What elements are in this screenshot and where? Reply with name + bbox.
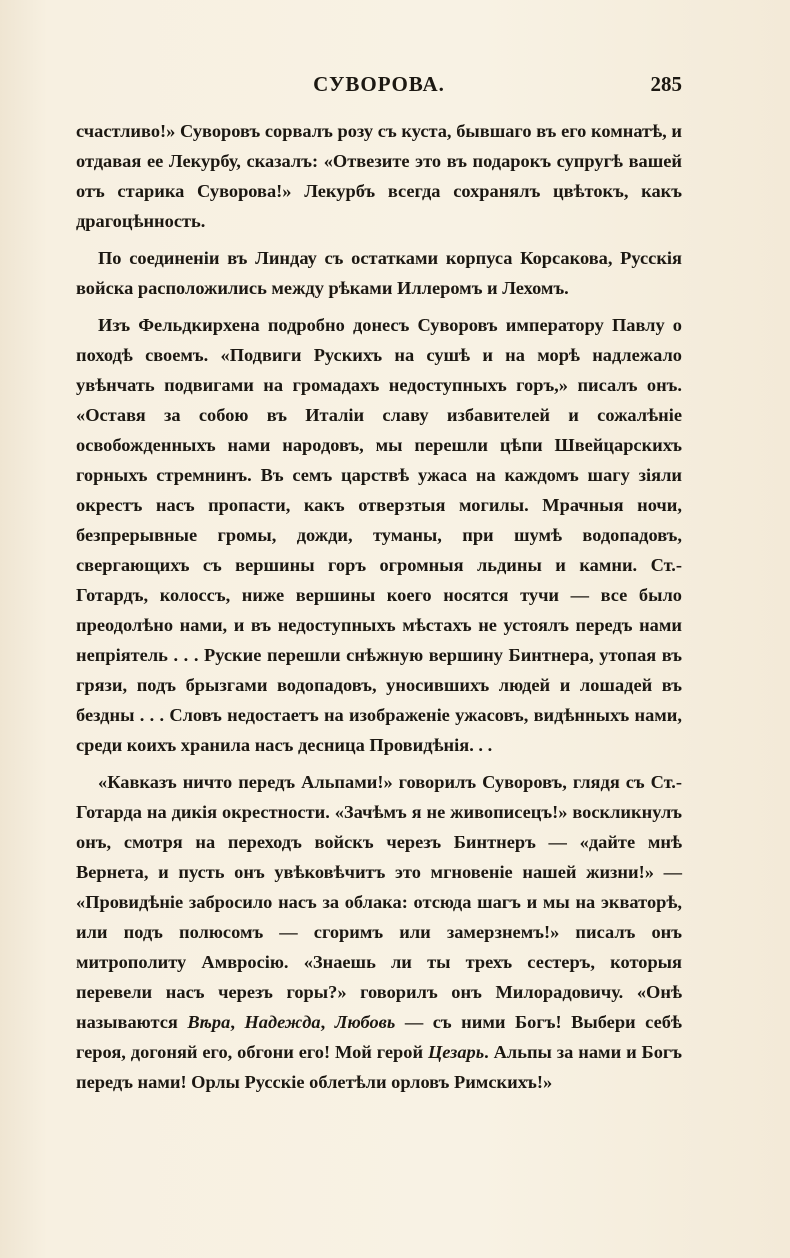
- paragraph-4: «Кавказъ ничто передъ Альпами!» говорилъ Суворовъ, глядя съ Ст.-Готарда на дикія окрестности. «Зачѣмъ я не живописецъ!» воскликнулъ онъ, смотря на переходъ войскъ черезъ Бинтнеръ — «дайте мнѣ Вернета, и пусть онъ увѣковѣчитъ это мгновеніе нашей жизни!» — «Провидѣніе забросило насъ за облака: отсюда шагъ и мы на экваторѣ, или подъ полюсомъ — сгоримъ или замерзнемъ!» писалъ онъ митрополиту Амвросію. «Знаешь ли ты трехъ сестеръ, которыя перевели насъ черезъ горы?» говорилъ онъ Милорадовичу. «Онѣ называются Вѣра, Надежда, Любовь — съ ними Богъ! Выбери себѣ героя, догоняй его, обгони его! Мой герой Цезарь. Альпы за нами и Богъ передъ нами! Орлы Русскіе облетѣли орловъ Римскихъ!»: [76, 772, 682, 1092]
- paragraph-4-part-c: . Альпы за нами и Богъ передъ нами! Орлы Русскіе облетѣли орловъ Римскихъ!»: [76, 1042, 682, 1092]
- word-faith: Вѣра: [187, 1012, 231, 1032]
- word-caesar: Цезарь: [427, 1042, 485, 1062]
- body-text: [76, 116, 682, 1097]
- paragraph-2: По соединеніи въ Линдау съ остатками корпуса Корсакова, Русскія войска расположились между рѣками Иллеромъ и Лехомъ.: [76, 248, 682, 298]
- paragraph-3: Изъ Фельдкирхена подробно донесъ Суворовъ императору Павлу о походѣ своемъ. «Подвиги Рускихъ на сушѣ и на морѣ надлежало увѣнчать подвигами на громадахъ недоступныхъ горъ,» писалъ онъ. «Оставя за собою въ Италіи славу избавителей и сожалѣніе освобожденныхъ нами народовъ, мы перешли цѣпи Швейцарскихъ горныхъ стремнинъ. Въ семъ царствѣ ужаса на каждомъ шагу зіяли окрестъ насъ пропасти, какъ отверзтыя могилы. Мрачныя ночи, безпрерывные громы, дожди, туманы, при шумѣ водопадовъ, свергающихъ съ вершины горъ огромныя льдины и камни. Ст.-Готардъ, колоссъ, ниже вершины коего носятся тучи — все было преодолѣно нами, и въ недоступныхъ мѣстахъ не устоялъ передъ нами непріятель . . . Руские перешли снѣжную вершину Бинтнера, утопая въ грязи, подъ брызгами водопадовъ, уносившихъ людей и лошадей въ бездны . . . Словъ недостаетъ на изображеніе ужасовъ, видѣнныхъ нами, среди коихъ хранила насъ десница Провидѣнія. . .: [76, 315, 682, 755]
- paragraph-1: счастливо!» Суворовъ сорвалъ розу съ куста, бывшаго въ его комнатѣ, и отдавая ее Лекурбу, сказалъ: «Отвезите это въ подарокъ супругѣ вашей отъ старика Суворова!» Лекурбъ всегда сохранялъ цвѣтокъ, какъ драгоцѣнность.: [76, 121, 682, 231]
- word-hope: Надежда: [244, 1012, 321, 1032]
- page-number: 285: [650, 72, 682, 96]
- word-love: Любовь: [334, 1012, 396, 1032]
- paragraph-4-part-b: — съ ними Богъ! Выбери себѣ героя, догоняй его, обгони его! Мой герой: [76, 1012, 682, 1062]
- running-title: СУВОРОВА.: [313, 72, 445, 96]
- paragraph-4-part-a: «Кавказъ ничто передъ Альпами!» говорилъ Суворовъ, глядя съ Ст.-Готарда на дикія окрестности. «Зачѣмъ я не живописецъ!» воскликнулъ онъ, смотря на переходъ войскъ черезъ Бинтнеръ — «дайте мнѣ Вернета, и пусть онъ увѣковѣчитъ это мгновеніе нашей жизни!» — «Провидѣніе забросило насъ за облака: отсюда шагъ и мы на экваторѣ, или подъ полюсомъ — сгоримъ или замерзнемъ!» писалъ онъ митрополиту Амвросію. «Знаешь ли ты трехъ сестеръ, которыя перевели насъ черезъ горы?» говорилъ онъ Милорадовичу. «Онѣ называются: [76, 772, 682, 1032]
- running-head: [76, 72, 682, 104]
